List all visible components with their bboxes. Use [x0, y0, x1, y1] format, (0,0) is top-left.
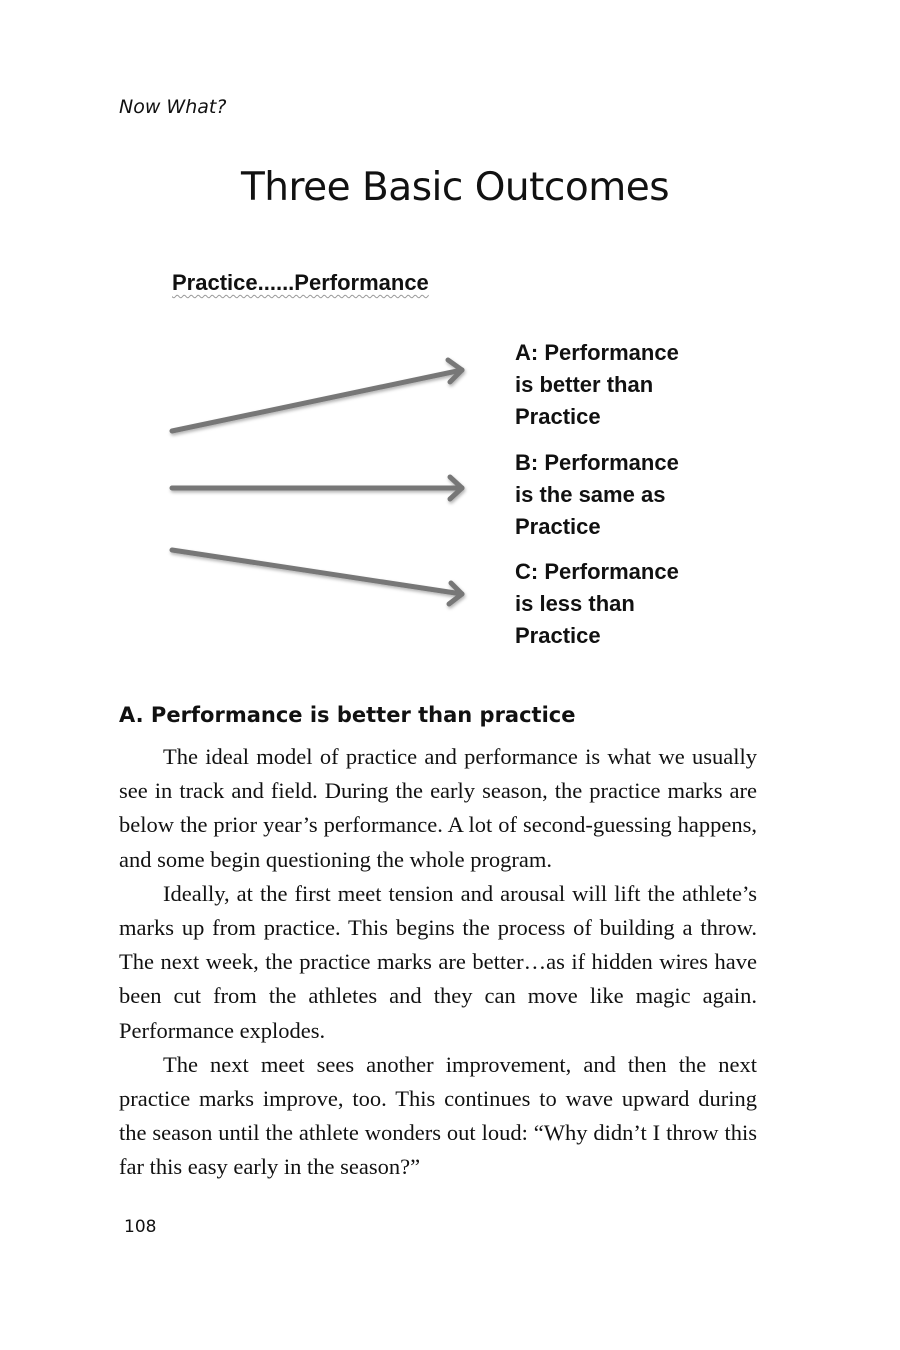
body-text	[119, 740, 757, 1185]
outcome-b	[515, 447, 735, 543]
outcome-c-line-3: Practice	[515, 623, 601, 648]
outcome-arrows-diagram	[160, 340, 480, 620]
outcome-c-line-1: C: Performance	[515, 559, 679, 584]
paragraph: The ideal model of practice and performance is what we usually see in track and field. During the early season, the practice marks are below the prior year’s performance. A lot of second-guessing happens, and some begin questioning the whole program.	[119, 744, 757, 872]
arrow-flat-icon	[172, 477, 462, 499]
running-head: Now What?	[119, 96, 227, 118]
figure-title: Three Basic Outcomes	[240, 165, 670, 210]
outcome-b-line-2: is the same as	[515, 482, 666, 507]
outcome-b-line-1: B: Performance	[515, 450, 679, 475]
outcome-a-line-3: Practice	[515, 404, 601, 429]
outcome-a-line-2: is better than	[515, 372, 654, 397]
page-number: 108	[124, 1217, 157, 1237]
figure-subtitle: Practice......Performance	[172, 270, 429, 295]
section-heading: A. Performance is better than practice	[119, 703, 576, 727]
arrow-down-icon	[172, 550, 462, 604]
arrow-up-icon	[172, 360, 462, 431]
outcome-b-line-3: Practice	[515, 514, 601, 539]
outcome-a-line-1: A: Performance	[515, 340, 679, 365]
outcome-c-line-2: is less than	[515, 591, 635, 616]
paragraph: The next meet sees another improvement, and then the next practice marks improve, too. This continues to wave upward during the season until the athlete wonders out loud: “Why didn’t I throw this far this easy early in the season?”	[119, 1051, 757, 1180]
outcome-c	[515, 556, 735, 652]
outcome-a	[515, 337, 735, 433]
paragraph: Ideally, at the first meet tension and arousal will lift the athlete’s marks up from practice. This begins the process of building a throw. The next week, the practice marks are better…as if hidden wires have been cut from the athletes and they can move like magic again. Performance explodes.	[119, 880, 757, 1043]
